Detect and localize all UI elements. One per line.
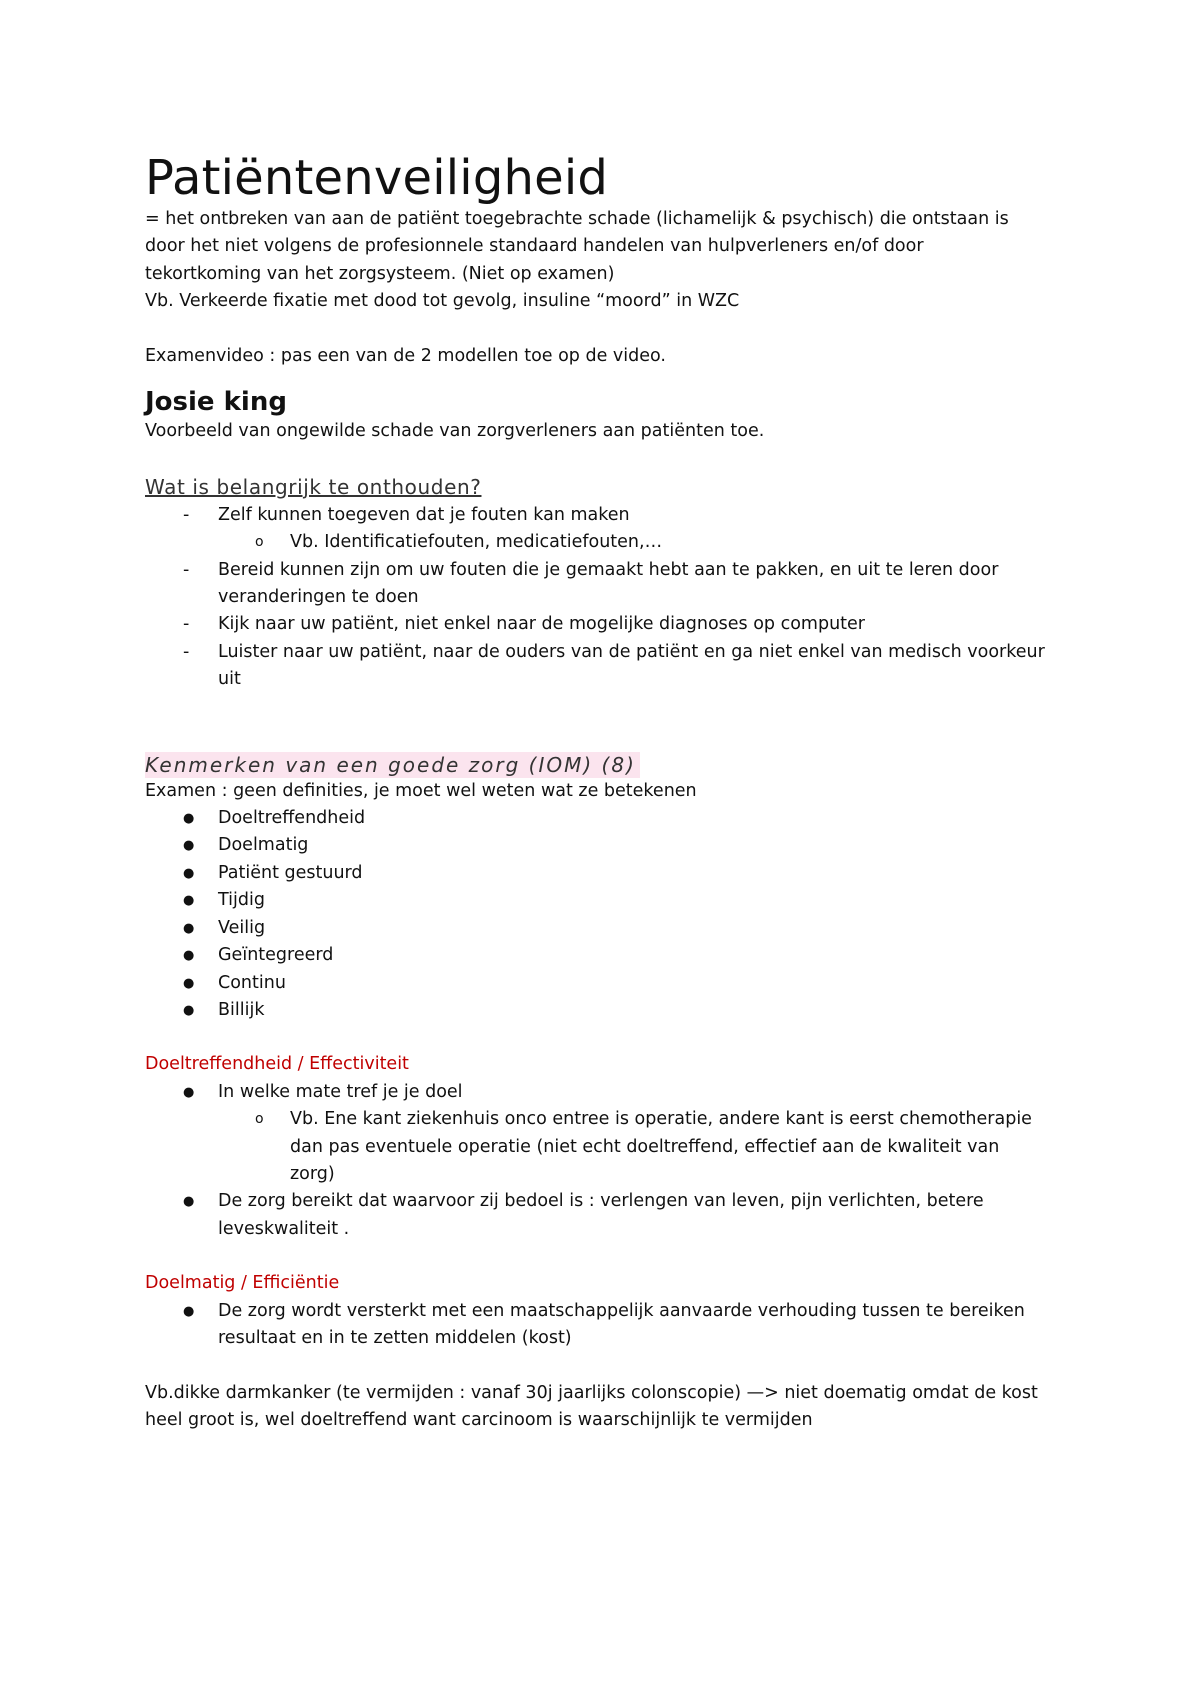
doeltreffend-list	[145, 1079, 1075, 1243]
dash-marker: -	[183, 614, 190, 635]
kenmerken-heading: Kenmerken van een goede zorg (IOM) (8)	[145, 752, 640, 778]
list-item-continuation: leveskwaliteit .	[218, 1218, 350, 1239]
list-item: ● De zorg wordt versterkt met een maatschappelijk aanvaarde verhouding tussen te bereiken	[145, 1298, 1075, 1325]
list-item: ● Tijdig	[145, 887, 1075, 914]
bullet-marker: ●	[183, 811, 195, 827]
list-item: ● Doelmatig	[145, 832, 1075, 859]
bullet-marker: ●	[183, 1194, 195, 1210]
bullet-marker: ●	[183, 865, 195, 881]
list-item-continuation: resultaat en in te zetten middelen (kost)	[218, 1327, 572, 1348]
intro-line: = het ontbreken van aan de patiënt toegebrachte schade (lichamelijk & psychisch) die ontstaan is	[145, 209, 1009, 229]
doelmatig-example: Vb.dikke darmkanker (te vermijden : vanaf 30j jaarlijks colonscopie) —> niet doematig omdat de kost	[145, 1382, 1038, 1403]
doelmatig-example: heel groot is, wel doeltreffend want carcinoom is waarschijnlijk te vermijden	[145, 1410, 813, 1431]
exam-video-note: Examenvideo : pas een van de 2 modellen toe op de video.	[145, 346, 666, 367]
list-subitem: o Vb. Ene kant ziekenhuis onco entree is operatie, andere kant is eerst chemotherapie	[145, 1106, 1075, 1133]
circle-marker: o	[255, 1111, 264, 1128]
list-subitem-continuation: zorg)	[290, 1163, 335, 1184]
list-item: - Luister naar uw patiënt, naar de ouders van de patiënt en ga niet enkel van medisch voorkeur	[145, 639, 1075, 666]
list-item: ● Geïntegreerd	[145, 942, 1075, 969]
dash-marker: -	[183, 504, 190, 525]
josie-text: Voorbeeld van ongewilde schade van zorgverleners aan patiënten toe.	[145, 421, 765, 442]
list-item: - Bereid kunnen zijn om uw fouten die je gemaakt hebt aan te pakken, en uit te leren door	[145, 557, 1075, 584]
bullet-marker: ●	[183, 838, 195, 854]
intro-line: tekortkoming van het zorgsysteem. (Niet op examen)	[145, 263, 615, 284]
kenmerken-list	[145, 805, 1075, 1024]
doelmatig-heading: Doelmatig / Efficiëntie	[145, 1273, 340, 1294]
bullet-marker: ●	[183, 893, 195, 909]
intro-example: Vb. Verkeerde fixatie met dood tot gevolg, insuline “moord” in WZC	[145, 291, 740, 312]
list-item: ● Patiënt gestuurd	[145, 860, 1075, 887]
intro-line: door het niet volgens de profesionnele standaard handelen van hulpverleners en/of door	[145, 236, 924, 257]
list-item: ● Doeltreffendheid	[145, 805, 1075, 832]
dash-marker: -	[183, 559, 190, 580]
bullet-marker: ●	[183, 920, 195, 936]
list-item: ● De zorg bereikt dat waarvoor zij bedoel is : verlengen van leven, pijn verlichten, betere	[145, 1188, 1075, 1215]
list-item: - Kijk naar uw patiënt, niet enkel naar de mogelijke diagnoses op computer	[145, 611, 1075, 638]
list-subitem: o Vb. Identificatiefouten, medicatiefouten,…	[145, 529, 1075, 556]
list-subitem-continuation: dan pas eventuele operatie (niet echt doeltreffend, effectief aan de kwaliteit van	[290, 1136, 1000, 1157]
doeltreffend-heading: Doeltreffendheid / Effectiviteit	[145, 1054, 409, 1075]
list-item: ● Veilig	[145, 915, 1075, 942]
document-content	[145, 150, 1075, 1435]
kenmerken-note: Examen : geen definities, je moet wel weten wat ze betekenen	[145, 780, 697, 801]
bullet-marker: ●	[183, 948, 195, 964]
remember-heading: Wat is belangrijk te onthouden?	[145, 474, 482, 499]
josie-heading: Josie king	[145, 387, 287, 418]
dash-marker: -	[183, 641, 190, 662]
list-item: ● In welke mate tref je je doel	[145, 1079, 1075, 1106]
circle-marker: o	[255, 534, 264, 551]
bullet-marker: ●	[183, 1084, 195, 1100]
bullet-marker: ●	[183, 975, 195, 991]
list-item-continuation: veranderingen te doen	[218, 587, 419, 608]
page-title: Patiëntenveiligheid	[145, 150, 609, 206]
bullet-marker: ●	[183, 1303, 195, 1319]
list-item: ● Billijk	[145, 997, 1075, 1024]
list-item: - Zelf kunnen toegeven dat je fouten kan maken	[145, 502, 1075, 529]
list-item: ● Continu	[145, 970, 1075, 997]
doelmatig-list	[145, 1298, 1075, 1353]
bullet-marker: ●	[183, 1002, 195, 1018]
list-item-continuation: uit	[218, 669, 241, 690]
remember-list	[145, 502, 1075, 694]
